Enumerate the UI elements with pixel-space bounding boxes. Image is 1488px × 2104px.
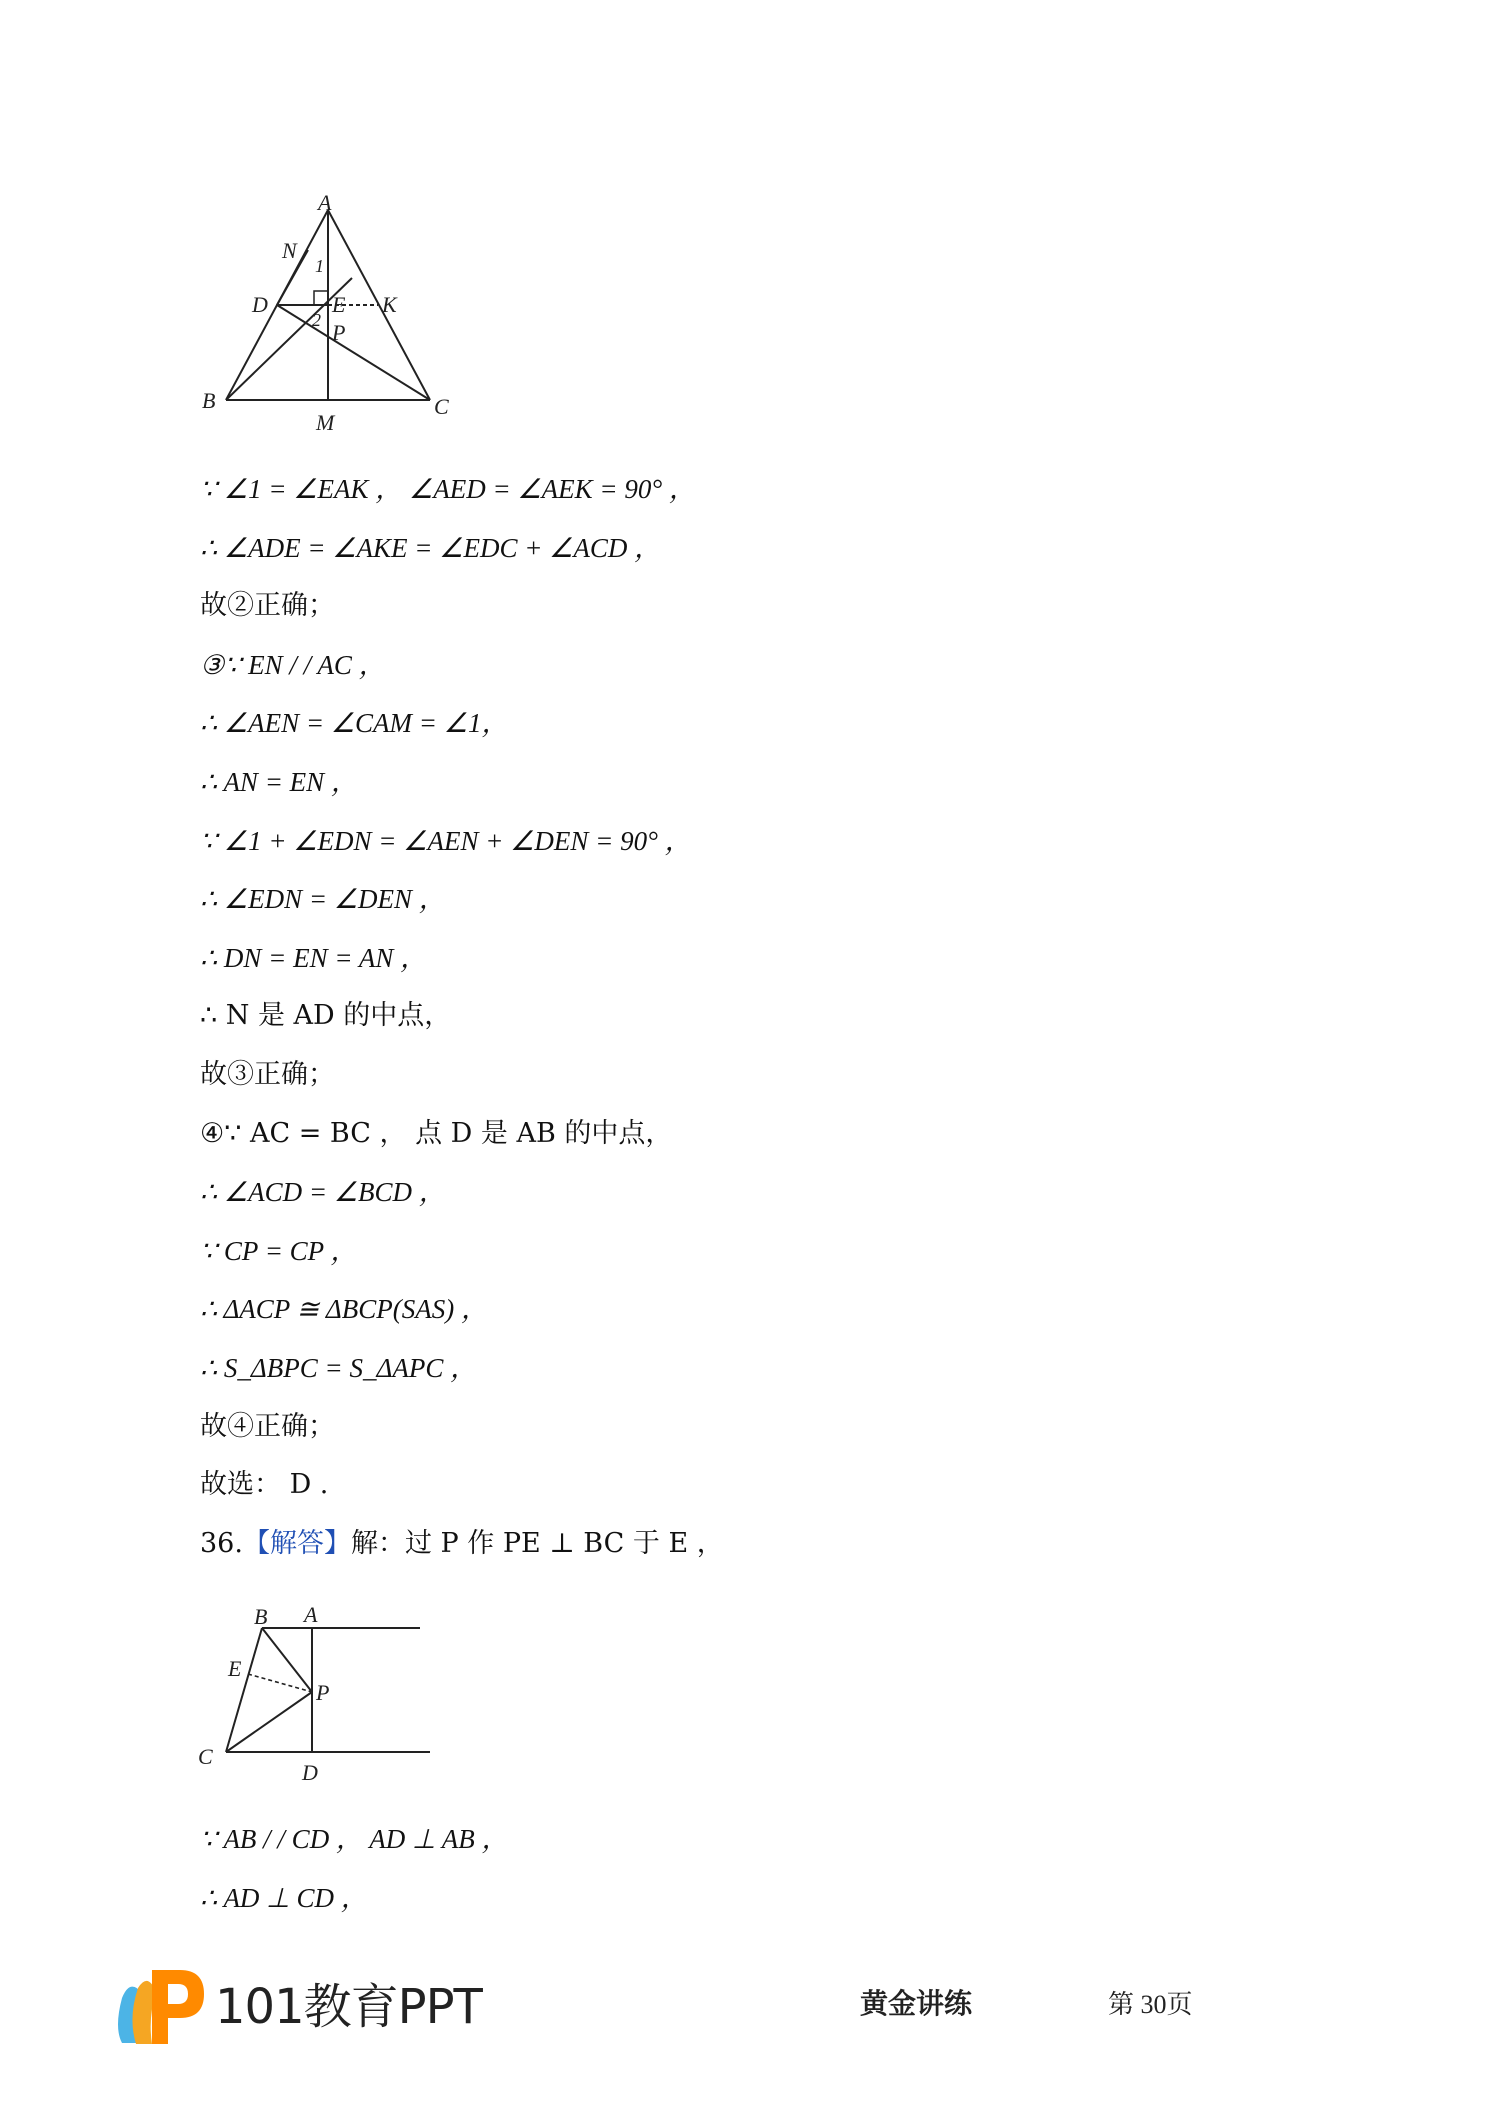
brand-logo-icon: [112, 1958, 212, 2050]
proof-line: ④∵ AC = BC ， 点 D 是 AB 的中点，: [200, 1117, 673, 1149]
proof-line: ∴ N 是 AD 的中点，: [200, 1000, 452, 1032]
proof-line: ∵ AB / / CD ， AD ⊥ AB ，: [200, 1824, 509, 1854]
label-D: D: [252, 292, 268, 317]
proof-line: ∴ AD ⊥ CD ，: [200, 1882, 368, 1913]
proof-lines-2: [200, 1810, 1300, 1927]
footer-title: 黄金讲练: [860, 1987, 973, 2020]
label-angle-2: 2: [312, 310, 321, 330]
label-B: B: [202, 388, 216, 413]
parallel-lines-figure: [190, 1600, 450, 1790]
label-N: N: [282, 238, 297, 263]
proof-line: ∴ ∠AEN = ∠CAM = ∠1，: [200, 708, 509, 739]
label-A: A: [304, 1602, 318, 1627]
triangle-figure: [190, 190, 460, 440]
label-A: A: [318, 190, 332, 215]
label-E: E: [228, 1656, 242, 1681]
label-K: K: [382, 292, 397, 317]
proof-line: ∴ ΔACP ≅ ΔBCP(SAS) ，: [200, 1294, 488, 1325]
answer-tag: 【解答】: [242, 1527, 351, 1559]
proof-line: ∵ ∠1 + ∠EDN = ∠AEN + ∠DEN = 90° ，: [200, 825, 692, 856]
label-M: M: [316, 410, 335, 435]
label-C: C: [198, 1744, 213, 1769]
proof-line: ∴ S_ΔBPC = S_ΔAPC ，: [200, 1352, 478, 1383]
label-C: C: [434, 394, 449, 419]
proof-line: ∴ DN = EN = AN ，: [200, 942, 428, 973]
proof-line: ∴ ∠ADE = ∠AKE = ∠EDC + ∠ACD ，: [200, 532, 662, 563]
proof-line: ∵ ∠1 = ∠EAK ， ∠AED = ∠AEK = 90° ，: [200, 474, 696, 504]
page-number: 第 30页: [1108, 1990, 1193, 2019]
answer-36-line: [200, 1515, 1300, 1574]
label-B: B: [254, 1604, 268, 1629]
label-E: E: [332, 292, 346, 317]
proof-line: 故③正确；: [200, 1058, 335, 1090]
proof-line: ∴ ∠ACD = ∠BCD ，: [200, 1177, 446, 1208]
proof-line: 故选： D .: [200, 1469, 329, 1501]
proof-line: 故②正确；: [200, 590, 335, 622]
answer-text: 解：过 P 作 PE ⊥ BC 于 E ，: [350, 1527, 724, 1559]
label-P: P: [332, 320, 346, 345]
label-P: P: [316, 1680, 330, 1705]
label-angle-1: 1: [315, 256, 324, 276]
proof-line: ∴ AN = EN ，: [200, 766, 358, 797]
proof-lines: [200, 460, 1300, 1573]
proof-line: ∴ ∠EDN = ∠DEN ，: [200, 884, 446, 915]
brand-name: 101教育PPT: [215, 1979, 482, 2035]
proof-line: 故④正确；: [200, 1410, 335, 1442]
label-D: D: [302, 1760, 318, 1785]
proof-line: ③∵ EN / / AC ，: [200, 649, 386, 680]
proof-line: ∵ CP = CP ，: [200, 1235, 358, 1266]
answer-number: 36.: [200, 1527, 243, 1559]
